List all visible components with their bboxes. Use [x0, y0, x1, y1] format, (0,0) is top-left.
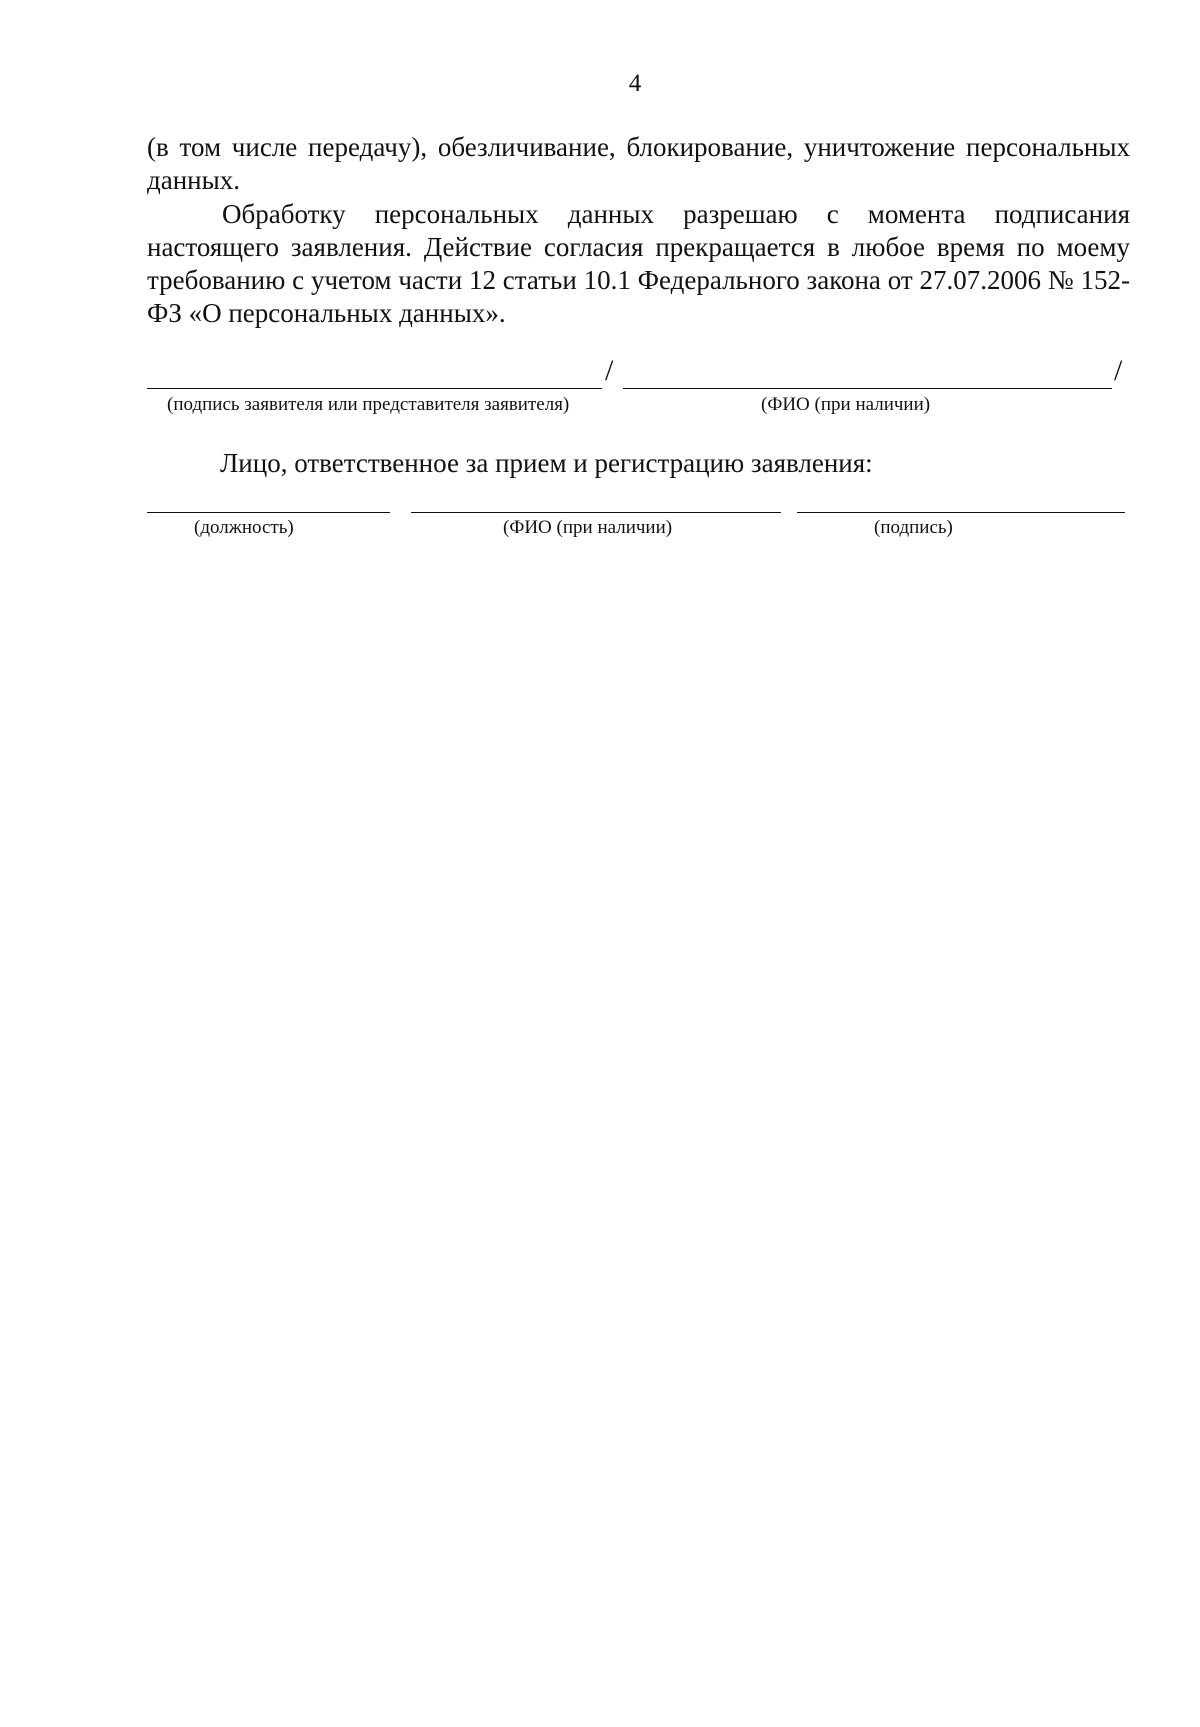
- position-line: [147, 512, 390, 513]
- responsible-fio-line: [411, 512, 781, 513]
- position-caption: (должность): [194, 517, 294, 538]
- responsible-signature-block: [147, 490, 1137, 540]
- signature-separator-right: /: [1114, 354, 1123, 387]
- applicant-signature-block: [147, 354, 1137, 422]
- consent-duration-paragraph: Обработку персональных данных разрешаю с момента подписания настоящего заявления. Действие согласия прекращается в любое время по моему требованию с учетом части 12 статьи 10.1 Федерального закона от 27.07.2006 № 152-ФЗ «О персональных данных».: [147, 199, 1130, 328]
- responsible-fio-caption: (ФИО (при наличии): [503, 517, 673, 538]
- signature-separator-left: /: [605, 354, 614, 387]
- applicant-fio-caption: (ФИО (при наличии): [761, 394, 931, 415]
- responsible-signature-line: [797, 512, 1125, 513]
- responsible-person-heading: Лицо, ответственное за прием и регистрацию заявления:: [220, 448, 873, 478]
- consent-paragraph-continued: (в том числе передачу), обезличивание, блокирование, уничтожение персональных данных.: [147, 132, 1130, 195]
- responsible-signature-caption: (подпись): [874, 517, 953, 538]
- applicant-signature-line: [147, 388, 602, 389]
- page-number: 4: [628, 70, 642, 97]
- applicant-fio-line: [623, 388, 1112, 389]
- applicant-signature-caption: (подпись заявителя или представителя заявителя): [167, 394, 570, 415]
